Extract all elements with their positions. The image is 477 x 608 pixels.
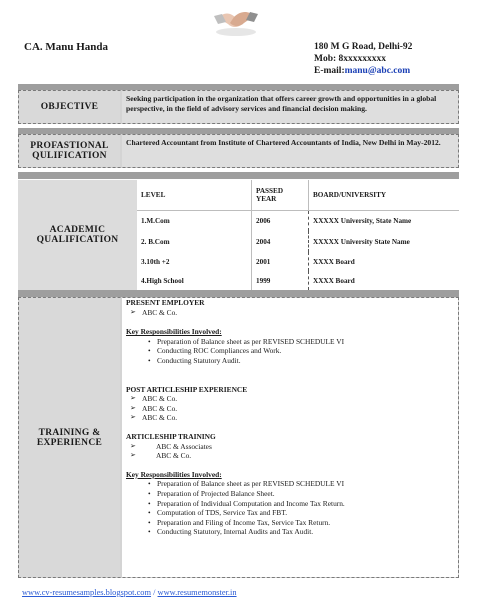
academic-label-line1: ACADEMIC — [49, 225, 106, 235]
list-item: ➢ ABC & Co. — [126, 451, 454, 461]
academic-top-bar — [18, 172, 459, 179]
training-label — [19, 298, 120, 577]
footer — [22, 588, 237, 597]
cell-year: 1999 — [252, 271, 309, 290]
training-label-line2: EXPERIENCE — [36, 437, 103, 448]
cell-level: 2. B.Com — [137, 231, 252, 252]
email-label: E-mail: — [314, 66, 345, 76]
present-employer-heading: PRESENT EMPLOYER — [126, 298, 205, 307]
post-articleship-heading: POST ARTICLESHIP EXPERIENCE — [126, 384, 248, 394]
table-header-row — [137, 180, 459, 210]
list-item: • Conducting ROC Compliances and Work. — [126, 346, 454, 356]
professional-label-line1: PROFASTIONAL — [30, 141, 109, 151]
training-top-bar — [18, 290, 459, 297]
list-item: • Conducting Statutory Audit. — [126, 356, 454, 366]
training-label-line1: TRAINING & — [38, 427, 101, 438]
cell-year: 2006 — [252, 210, 309, 231]
col-header-board: BOARD/UNIVERSITY — [309, 180, 460, 210]
footer-link-blog[interactable]: www.cv-resumesamples.blogspot.com — [22, 588, 152, 597]
cell-level: 4.High School — [137, 271, 252, 290]
list-item: ➢ ABC & Co. — [126, 413, 454, 423]
mobile: Mob: 8xxxxxxxxx — [314, 54, 387, 64]
objective-text: Seeking participation in the organization that offers career growth and opportunities in a global perspective, in the field of advisory services and financial decision making. — [122, 91, 458, 123]
address: 180 M G Road, Delhi-92 — [314, 42, 413, 52]
list-item: • Conducting Statutory, Internal Audits and Tax Audit. — [126, 527, 454, 537]
training-content — [122, 298, 458, 577]
cell-level: 1.M.Com — [137, 210, 252, 231]
cell-board: XXXX Board — [313, 276, 355, 285]
list-item: ➢ ABC & Co. — [126, 308, 454, 318]
cell-board: XXXXX University, State Name — [313, 216, 412, 225]
list-item: • Computation of TDS, Service Tax and FBT. — [126, 508, 454, 518]
training-section — [18, 297, 459, 578]
cell-board: XXXXX University State Name — [313, 237, 410, 246]
email-line — [314, 65, 412, 77]
academic-label — [18, 180, 137, 290]
table-row — [137, 231, 459, 252]
col-header-level: LEVEL — [137, 180, 252, 210]
objective-label: OBJECTIVE — [19, 91, 120, 123]
key-resp-heading: Key Responsibilities Involved: — [126, 327, 222, 337]
professional-text: Chartered Accountant from Institute of Chartered Accountants of India, New Delhi in May-2012. — [122, 135, 458, 167]
academic-table — [137, 180, 459, 290]
list-item: • Preparation of Individual Computation and Income Tax Return. — [126, 499, 454, 509]
key-resp-heading: Key Responsibilities Involved: — [126, 469, 222, 479]
list-item: ➢ ABC & Associates — [126, 442, 454, 452]
list-item: • Preparation and Filing of Income Tax, Service Tax Return. — [126, 518, 454, 528]
list-item: • Preparation of Balance sheet as per REVISED SCHEDULE VI — [126, 337, 454, 347]
list-item: • Preparation of Balance sheet as per REVISED SCHEDULE VI — [126, 479, 454, 489]
professional-section — [18, 134, 459, 168]
email-link[interactable]: manu@abc.com — [344, 66, 411, 76]
candidate-name: CA. Manu Handa — [24, 41, 109, 53]
list-item: • Preparation of Projected Balance Sheet. — [126, 489, 454, 499]
professional-label — [19, 135, 120, 167]
cell-level: 3.10th +2 — [137, 252, 252, 271]
contact-block — [314, 41, 412, 77]
col-header-year: PASSED YEAR — [252, 180, 309, 210]
table-row — [137, 210, 459, 231]
academic-section — [18, 180, 459, 290]
cell-board: XXXX Board — [313, 257, 355, 266]
objective-section — [18, 90, 459, 124]
academic-table-area — [137, 180, 459, 290]
table-row — [137, 252, 459, 271]
handshake-icon — [212, 2, 260, 38]
footer-separator: / — [151, 588, 158, 597]
professional-label-line2: QULIFICATION — [32, 151, 107, 161]
academic-label-line2: QUALIFICATION — [36, 235, 119, 245]
cell-year: 2001 — [252, 252, 309, 271]
table-row — [137, 271, 459, 290]
footer-link-resumemonster[interactable]: www.resumemonster.in — [157, 588, 237, 597]
list-item: ➢ ABC & Co. — [126, 404, 454, 414]
cell-year: 2004 — [252, 231, 309, 252]
articleship-heading: ARTICLESHIP TRAINING — [126, 431, 216, 441]
list-item: ➢ ABC & Co. — [126, 394, 454, 404]
